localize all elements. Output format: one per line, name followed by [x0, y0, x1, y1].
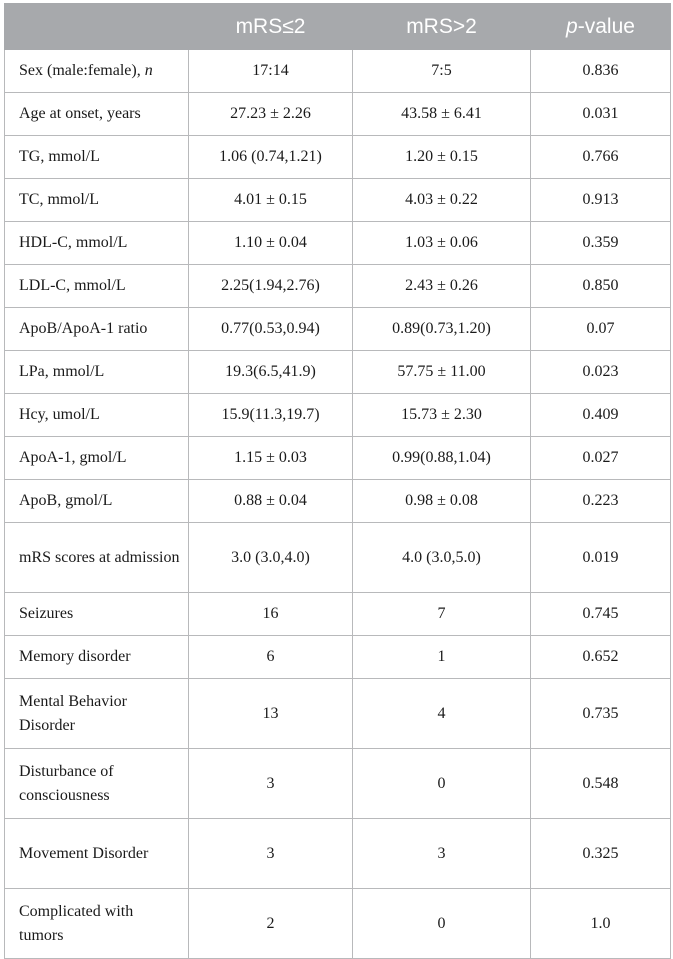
cell-mrs-high: 1.03 ± 0.06 — [353, 222, 531, 265]
cell-mrs-high: 0 — [353, 749, 531, 819]
data-table — [4, 3, 671, 959]
header-p-value — [531, 4, 671, 50]
cell-p-value: 0.325 — [531, 819, 671, 889]
cell-p-value: 0.652 — [531, 636, 671, 679]
cell-mrs-high: 7 — [353, 593, 531, 636]
row-label-text: Movement Disorder — [19, 844, 149, 862]
cell-mrs-high: 0.89(0.73,1.20) — [353, 308, 531, 351]
table-row — [5, 179, 671, 222]
table-row — [5, 136, 671, 179]
cell-mrs-high: 0 — [353, 889, 531, 959]
row-label-text: ApoB/ApoA-1 ratio — [19, 320, 148, 337]
table-row — [5, 889, 671, 959]
cell-mrs-high: 2.43 ± 0.26 — [353, 265, 531, 308]
row-label-text: HDL-C, mmol/L — [19, 234, 128, 251]
row-label-text: Sex (male:female), — [19, 62, 145, 79]
cell-p-value: 0.07 — [531, 308, 671, 351]
table-row — [5, 636, 671, 679]
cell-mrs-low: 1.10 ± 0.04 — [189, 222, 353, 265]
cell-p-value: 1.0 — [531, 889, 671, 959]
cell-mrs-high: 7:5 — [353, 50, 531, 93]
row-label — [5, 636, 189, 679]
cell-mrs-low: 6 — [189, 636, 353, 679]
cell-mrs-high: 57.75 ± 11.00 — [353, 351, 531, 394]
table-wrapper — [4, 3, 671, 959]
table-row — [5, 222, 671, 265]
cell-p-value: 0.023 — [531, 351, 671, 394]
cell-p-value: 0.359 — [531, 222, 671, 265]
row-label — [5, 749, 189, 819]
row-label — [5, 819, 189, 889]
header-row — [5, 4, 671, 50]
row-label — [5, 394, 189, 437]
row-label — [5, 437, 189, 480]
cell-mrs-high: 4.0 (3.0,5.0) — [353, 523, 531, 593]
table-row — [5, 50, 671, 93]
cell-p-value: 0.027 — [531, 437, 671, 480]
cell-p-value: 0.409 — [531, 394, 671, 437]
row-label-text: Complicated with tumors — [19, 902, 134, 944]
cell-p-value: 0.745 — [531, 593, 671, 636]
row-label-text: LPa, mmol/L — [19, 363, 105, 380]
cell-mrs-low: 16 — [189, 593, 353, 636]
cell-mrs-high: 4 — [353, 679, 531, 749]
table-row — [5, 593, 671, 636]
row-label-italic: n — [144, 62, 153, 79]
table-row — [5, 679, 671, 749]
table-row — [5, 749, 671, 819]
header-mrs-high: mRS>2 — [353, 4, 531, 50]
cell-mrs-low: 0.88 ± 0.04 — [189, 480, 353, 523]
table-row — [5, 93, 671, 136]
cell-mrs-low: 27.23 ± 2.26 — [189, 93, 353, 136]
row-label — [5, 222, 189, 265]
table-row — [5, 819, 671, 889]
row-label — [5, 889, 189, 959]
row-label-text: Disturbance of consciousness — [19, 762, 114, 804]
row-label-text: ApoA-1, gmol/L — [19, 449, 127, 466]
row-label-text: Mental Behavior Disorder — [19, 692, 127, 734]
cell-mrs-high: 43.58 ± 6.41 — [353, 93, 531, 136]
row-label-text: Memory disorder — [19, 648, 131, 665]
cell-mrs-low: 19.3(6.5,41.9) — [189, 351, 353, 394]
row-label — [5, 179, 189, 222]
cell-mrs-high: 0.98 ± 0.08 — [353, 480, 531, 523]
cell-p-value: 0.031 — [531, 93, 671, 136]
cell-mrs-high: 1 — [353, 636, 531, 679]
table-row — [5, 394, 671, 437]
cell-mrs-low: 3 — [189, 819, 353, 889]
cell-mrs-low: 0.77(0.53,0.94) — [189, 308, 353, 351]
row-label-text: Hcy, umol/L — [19, 406, 100, 423]
row-label — [5, 480, 189, 523]
cell-p-value: 0.019 — [531, 523, 671, 593]
cell-mrs-low: 13 — [189, 679, 353, 749]
header-mrs-low: mRS≤2 — [189, 4, 353, 50]
header-p-letter: p — [566, 14, 578, 38]
cell-p-value: 0.735 — [531, 679, 671, 749]
cell-mrs-low: 4.01 ± 0.15 — [189, 179, 353, 222]
table-row — [5, 351, 671, 394]
header-p-suffix: -value — [577, 14, 635, 38]
table-row — [5, 480, 671, 523]
row-label-text: LDL-C, mmol/L — [19, 277, 126, 294]
row-label — [5, 136, 189, 179]
row-label — [5, 593, 189, 636]
table-row — [5, 437, 671, 480]
row-label-text: TG, mmol/L — [19, 148, 100, 165]
cell-p-value: 0.836 — [531, 50, 671, 93]
cell-mrs-low: 15.9(11.3,19.7) — [189, 394, 353, 437]
table-row — [5, 308, 671, 351]
cell-mrs-low: 1.06 (0.74,1.21) — [189, 136, 353, 179]
cell-mrs-low: 17:14 — [189, 50, 353, 93]
row-label — [5, 679, 189, 749]
row-label — [5, 265, 189, 308]
cell-p-value: 0.766 — [531, 136, 671, 179]
cell-mrs-high: 3 — [353, 819, 531, 889]
table-row — [5, 265, 671, 308]
cell-mrs-high: 15.73 ± 2.30 — [353, 394, 531, 437]
cell-mrs-high: 4.03 ± 0.22 — [353, 179, 531, 222]
cell-mrs-high: 0.99(0.88,1.04) — [353, 437, 531, 480]
row-label — [5, 523, 189, 593]
row-label-text: TC, mmol/L — [19, 191, 99, 208]
cell-mrs-high: 1.20 ± 0.15 — [353, 136, 531, 179]
cell-p-value: 0.850 — [531, 265, 671, 308]
row-label — [5, 308, 189, 351]
row-label-text: Seizures — [19, 605, 74, 622]
cell-mrs-low: 1.15 ± 0.03 — [189, 437, 353, 480]
row-label-text: ApoB, gmol/L — [19, 492, 113, 509]
table-row — [5, 523, 671, 593]
row-label-text: Age at onset, years — [19, 105, 141, 122]
cell-mrs-low: 3 — [189, 749, 353, 819]
cell-p-value: 0.223 — [531, 480, 671, 523]
row-label — [5, 351, 189, 394]
row-label — [5, 93, 189, 136]
cell-mrs-low: 2.25(1.94,2.76) — [189, 265, 353, 308]
row-label — [5, 50, 189, 93]
header-empty — [5, 4, 189, 50]
cell-p-value: 0.913 — [531, 179, 671, 222]
cell-mrs-low: 2 — [189, 889, 353, 959]
cell-mrs-low: 3.0 (3.0,4.0) — [189, 523, 353, 593]
row-label-text: mRS scores at admission — [19, 548, 180, 566]
cell-p-value: 0.548 — [531, 749, 671, 819]
